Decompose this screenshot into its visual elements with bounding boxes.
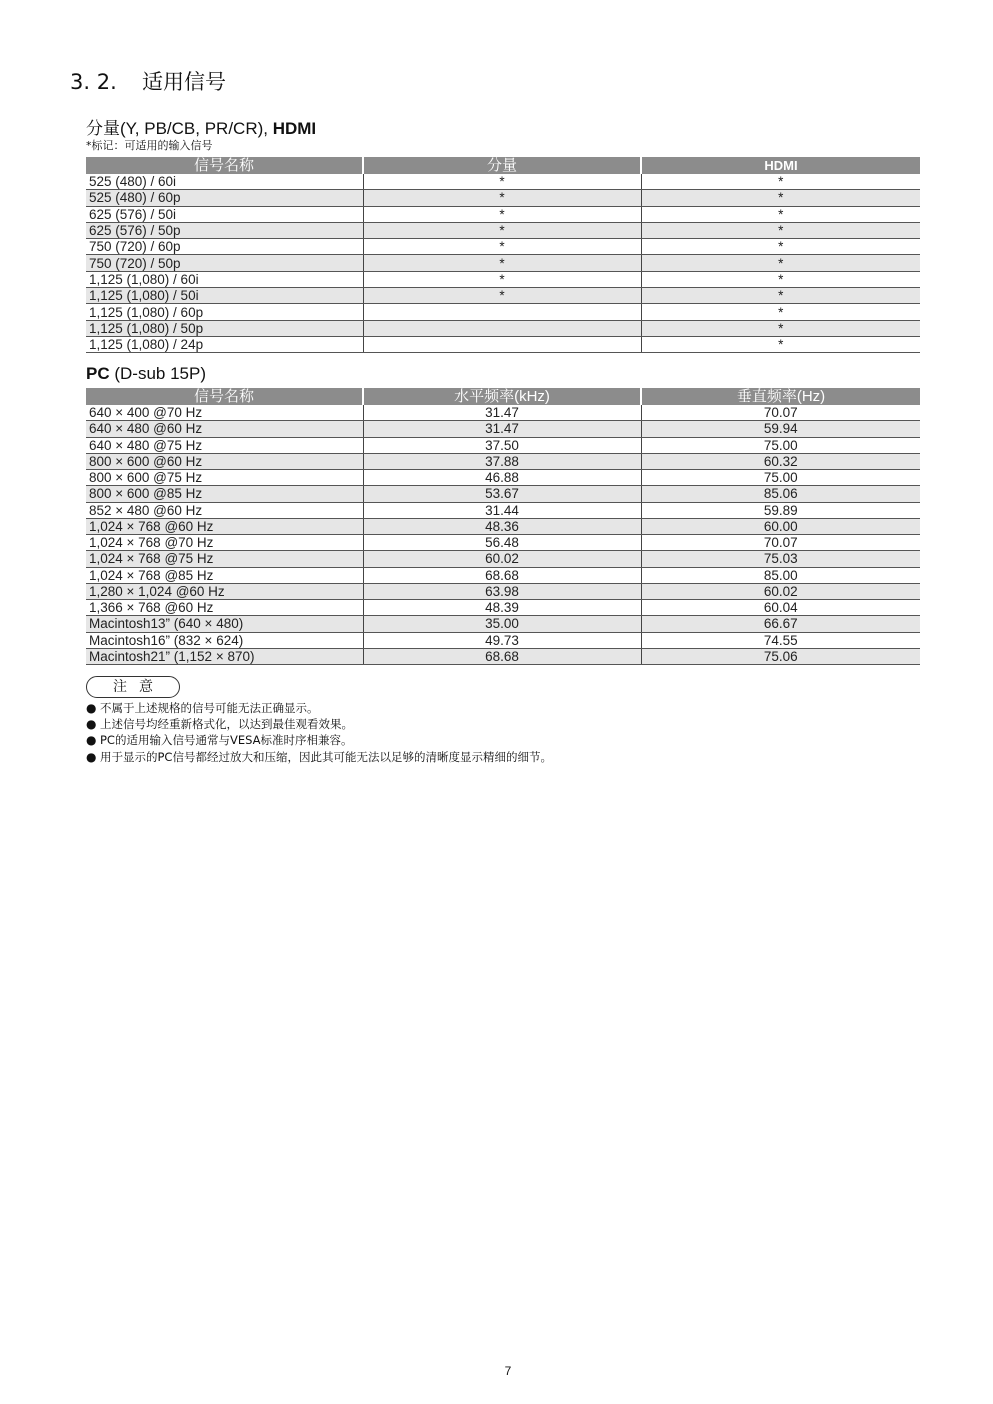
cell-value: 60.32: [641, 453, 920, 469]
cell-signal-name: 525 (480) / 60p: [86, 190, 363, 206]
cell-value: 85.06: [641, 486, 920, 502]
cell-signal-name: 525 (480) / 60i: [86, 174, 363, 190]
table-header-row: [86, 388, 920, 405]
pc-title-bold: PC: [86, 364, 110, 383]
caution-item: [86, 716, 552, 732]
cell-signal-name: 640 × 480 @75 Hz: [86, 437, 363, 453]
component-table-title: [86, 114, 316, 139]
table-row: [86, 551, 920, 567]
cell-value: *: [641, 288, 920, 304]
cell-signal-name: 1,024 × 768 @70 Hz: [86, 535, 363, 551]
cell-value: *: [363, 206, 641, 222]
cell-signal-name: 1,024 × 768 @85 Hz: [86, 567, 363, 583]
cell-value: 75.03: [641, 551, 920, 567]
cell-value: 70.07: [641, 405, 920, 421]
caution-list: [86, 700, 552, 765]
component-title-hdmi: HDMI: [272, 119, 317, 138]
table-row: [86, 600, 920, 616]
cell-value: *: [641, 206, 920, 222]
table-row: [86, 583, 920, 599]
cell-value: 31.47: [363, 421, 641, 437]
cell-value: 59.94: [641, 421, 920, 437]
cell-value: 35.00: [363, 616, 641, 632]
section-title: 适用信号: [142, 70, 226, 94]
cell-value: *: [641, 174, 920, 190]
cell-value: 75.00: [641, 470, 920, 486]
table-row: [86, 405, 920, 421]
table-row: [86, 453, 920, 469]
cell-signal-name: 1,125 (1,080) / 60p: [86, 304, 363, 320]
cell-signal-name: 1,125 (1,080) / 50p: [86, 320, 363, 336]
cell-signal-name: 750 (720) / 50p: [86, 255, 363, 271]
caution-item: [86, 749, 552, 765]
table-row: [86, 470, 920, 486]
cell-signal-name: 800 × 600 @75 Hz: [86, 470, 363, 486]
bullet-icon: ●: [86, 733, 97, 748]
cell-value: *: [363, 174, 641, 190]
cell-signal-name: 1,024 × 768 @75 Hz: [86, 551, 363, 567]
cell-value: *: [641, 239, 920, 255]
header-component: 分量: [363, 157, 641, 174]
cell-value: 60.02: [641, 583, 920, 599]
table-row: [86, 288, 920, 304]
cell-value: *: [363, 190, 641, 206]
cell-value: *: [641, 271, 920, 287]
cell-signal-name: Macintosh13” (640 × 480): [86, 616, 363, 632]
table-row: [86, 535, 920, 551]
cell-value: *: [641, 304, 920, 320]
asterisk-legend-note: *标记：可适用的输入信号: [86, 139, 213, 152]
component-hdmi-signal-table: [86, 157, 920, 353]
cell-value: 70.07: [641, 535, 920, 551]
cell-signal-name: 1,024 × 768 @60 Hz: [86, 518, 363, 534]
cell-signal-name: 800 × 600 @60 Hz: [86, 453, 363, 469]
cell-value: 37.88: [363, 453, 641, 469]
cell-value: *: [363, 271, 641, 287]
cell-signal-name: 800 × 600 @85 Hz: [86, 486, 363, 502]
bullet-icon: ●: [86, 717, 97, 732]
table-row: [86, 518, 920, 534]
cell-value: 74.55: [641, 632, 920, 648]
cell-value: *: [641, 320, 920, 336]
cell-value: *: [641, 222, 920, 238]
cell-value: 75.06: [641, 648, 920, 664]
table-row: [86, 190, 920, 206]
cell-value: [363, 304, 641, 320]
table-row: [86, 616, 920, 632]
cell-signal-name: 625 (576) / 50i: [86, 206, 363, 222]
header-signal-name: 信号名称: [86, 388, 363, 405]
cell-value: *: [641, 336, 920, 352]
caution-item-text: 不属于上述规格的信号可能无法正确显示。: [100, 701, 319, 715]
cell-signal-name: 1,125 (1,080) / 50i: [86, 288, 363, 304]
cell-value: 56.48: [363, 535, 641, 551]
table-row: [86, 502, 920, 518]
caution-item-text: 上述信号均经重新格式化，以达到最佳观看效果。: [100, 717, 353, 732]
section-heading: [70, 66, 226, 96]
cell-value: 85.00: [641, 567, 920, 583]
cell-signal-name: 1,125 (1,080) / 24p: [86, 336, 363, 352]
bullet-icon: ●: [86, 749, 97, 764]
table-row: [86, 632, 920, 648]
cell-signal-name: 640 × 400 @70 Hz: [86, 405, 363, 421]
caution-label: 注意: [86, 676, 180, 698]
cell-value: 48.39: [363, 600, 641, 616]
pc-title-rest: (D-sub 15P): [109, 364, 206, 383]
table-row: [86, 174, 920, 190]
cell-signal-name: Macintosh16” (832 × 624): [86, 632, 363, 648]
cell-signal-name: 1,280 × 1,024 @60 Hz: [86, 583, 363, 599]
caution-item: [86, 732, 552, 748]
cell-value: *: [363, 222, 641, 238]
table-row: [86, 421, 920, 437]
cell-value: 37.50: [363, 437, 641, 453]
cell-value: 66.67: [641, 616, 920, 632]
cell-value: 49.73: [363, 632, 641, 648]
cell-value: [363, 336, 641, 352]
table-row: [86, 222, 920, 238]
cell-signal-name: 640 × 480 @60 Hz: [86, 421, 363, 437]
cell-value: 48.36: [363, 518, 641, 534]
header-horizontal-frequency: 水平频率(kHz): [363, 388, 641, 405]
cell-signal-name: 1,125 (1,080) / 60i: [86, 271, 363, 287]
cell-value: 75.00: [641, 437, 920, 453]
page-number: 7: [504, 1364, 512, 1378]
component-title-prefix: 分量(Y, PB/CB, PR/CR),: [86, 119, 273, 138]
cell-signal-name: 750 (720) / 60p: [86, 239, 363, 255]
cell-value: *: [641, 190, 920, 206]
pc-signal-table: [86, 388, 920, 665]
header-vertical-frequency: 垂直频率(Hz): [641, 388, 920, 405]
cell-value: 53.67: [363, 486, 641, 502]
table-row: [86, 271, 920, 287]
table-row: [86, 206, 920, 222]
cell-signal-name: 625 (576) / 50p: [86, 222, 363, 238]
cell-signal-name: Macintosh21” (1,152 × 870): [86, 648, 363, 664]
pc-table-body: [86, 405, 920, 665]
table-row: [86, 486, 920, 502]
table-row: [86, 437, 920, 453]
cell-value: 68.68: [363, 567, 641, 583]
table-row: [86, 239, 920, 255]
cell-value: 59.89: [641, 502, 920, 518]
table-row: [86, 336, 920, 352]
table-row: [86, 255, 920, 271]
cell-value: 63.98: [363, 583, 641, 599]
cell-value: 31.44: [363, 502, 641, 518]
cell-value: 68.68: [363, 648, 641, 664]
cell-value: *: [363, 255, 641, 271]
cell-value: 31.47: [363, 405, 641, 421]
table-row: [86, 567, 920, 583]
section-number: 3. 2.: [70, 70, 117, 94]
header-hdmi: HDMI: [641, 157, 920, 174]
bullet-icon: ●: [86, 701, 97, 715]
header-signal-name: 信号名称: [86, 157, 363, 174]
pc-table-title: [86, 364, 206, 384]
cell-value: 60.02: [363, 551, 641, 567]
table-header-row: [86, 157, 920, 174]
table-row: [86, 320, 920, 336]
cell-value: *: [363, 288, 641, 304]
cell-value: [363, 320, 641, 336]
cell-value: 60.00: [641, 518, 920, 534]
cell-value: *: [363, 239, 641, 255]
caution-item: [86, 700, 552, 716]
cell-signal-name: 1,366 × 768 @60 Hz: [86, 600, 363, 616]
caution-item-text: 用于显示的PC信号都经过放大和压缩，因此其可能无法以足够的清晰度显示精细的细节。: [100, 749, 552, 764]
caution-item-text: PC的适用输入信号通常与VESA标准时序相兼容。: [100, 733, 353, 748]
component-table-body: [86, 174, 920, 353]
cell-value: *: [641, 255, 920, 271]
table-row: [86, 648, 920, 664]
cell-signal-name: 852 × 480 @60 Hz: [86, 502, 363, 518]
table-row: [86, 304, 920, 320]
cell-value: 46.88: [363, 470, 641, 486]
cell-value: 60.04: [641, 600, 920, 616]
